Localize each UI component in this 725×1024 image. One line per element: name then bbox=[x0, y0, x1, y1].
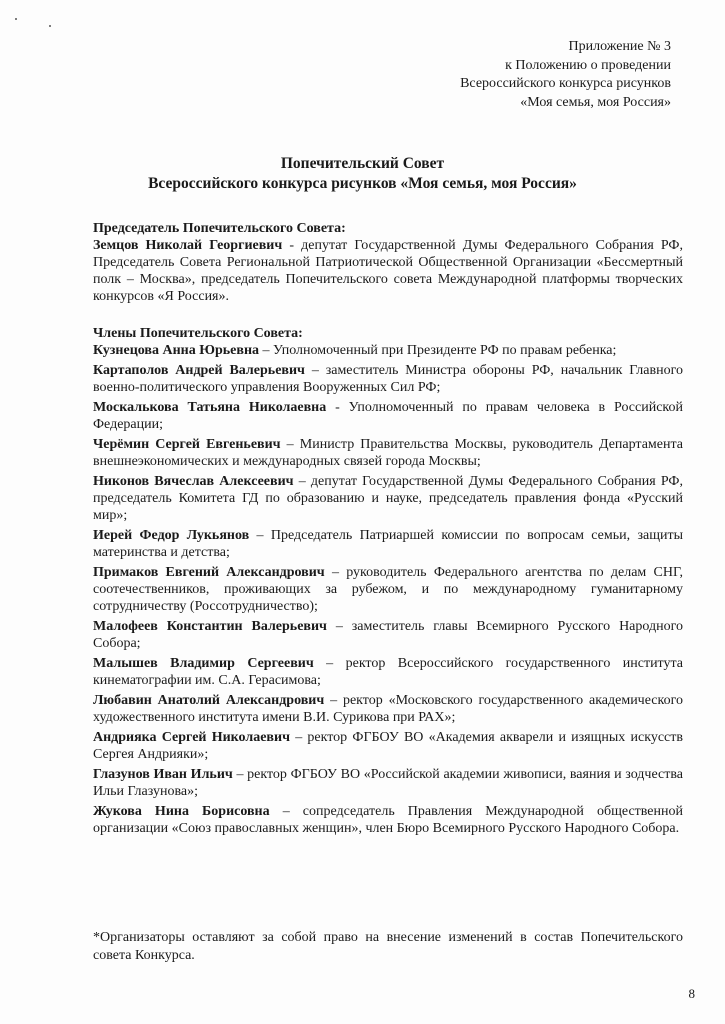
chairman-entry bbox=[93, 237, 683, 305]
person-name: Любавин Анатолий Александрович bbox=[93, 693, 325, 708]
person-name: Жукова Нина Борисовна bbox=[93, 804, 270, 819]
person-description: - депутат Государственной Думы Федерального Собрания РФ, Председатель Совета Региональной Патриотической Общественной Организации «Бессмертный полк – Москва», председатель Попечительского совета Международной платформы творческих конкурсов «Я Россия». bbox=[93, 238, 683, 304]
member-entry bbox=[93, 729, 683, 763]
person-name: Иерей Федор Лукьянов bbox=[93, 528, 250, 543]
person-description: – Председатель Патриаршей комиссии по вопросам семьи, защиты материнства и детства; bbox=[93, 528, 683, 560]
person-name: Малышев Владимир Сергеевич bbox=[93, 656, 314, 671]
member-entry bbox=[93, 803, 683, 837]
appendix-line: «Моя семья, моя Россия» bbox=[520, 94, 671, 110]
person-description: – заместитель главы Всемирного Русского Народного Собора; bbox=[93, 619, 683, 651]
member-entry bbox=[93, 655, 683, 689]
person-name: Примаков Евгений Александрович bbox=[93, 565, 325, 580]
member-entry bbox=[93, 766, 683, 800]
person-description: – ректор ФГБОУ ВО «Академия акварели и изящных искусств Сергея Андрияки»; bbox=[93, 730, 683, 762]
person-name: Земцов Николай Георгиевич bbox=[93, 238, 283, 253]
member-entry bbox=[93, 473, 683, 524]
person-name: Глазунов Иван Ильич bbox=[93, 767, 233, 782]
page-number: 8 bbox=[688, 986, 695, 1001]
scan-speck bbox=[15, 18, 17, 20]
person-name: Кузнецова Анна Юрьевна bbox=[93, 343, 260, 358]
person-description: – ректор Всероссийского государственного института кинематографии им. С.А. Герасимова; bbox=[93, 656, 683, 688]
member-entry bbox=[93, 692, 683, 726]
person-description: – депутат Государственной Думы Федерального Собрания РФ, председатель Комитета ГД по образованию и науке, председатель правления фонда «Русский мир»; bbox=[93, 474, 683, 523]
member-entry bbox=[93, 436, 683, 470]
person-name: Никонов Вячеслав Алексеевич bbox=[93, 474, 294, 489]
appendix-line: Всероссийского конкурса рисунков bbox=[460, 76, 671, 91]
person-name: Андрияка Сергей Николаевич bbox=[93, 730, 290, 745]
members-heading: Члены Попечительского Совета: bbox=[93, 326, 303, 341]
person-description: – Уполномоченный при Президенте РФ по правам ребенка; bbox=[259, 343, 617, 358]
member-entry bbox=[93, 618, 683, 652]
person-description: – ректор «Московского государственного академического художественного института имени В.И. Сурикова при РАХ»; bbox=[93, 693, 683, 725]
person-description: – заместитель Министра обороны РФ, начальник Главного военно-политического управления Вооруженных Сил РФ; bbox=[93, 363, 683, 395]
title-line: Попечительский Совет bbox=[280, 155, 445, 172]
member-entry bbox=[93, 362, 683, 396]
person-description: – Министр Правительства Москвы, руководитель Департамента внешнеэкономических и международных связей города Москвы; bbox=[93, 437, 684, 469]
document-body bbox=[93, 220, 683, 840]
person-name: Малофеев Константин Валерьевич bbox=[93, 619, 327, 634]
person-name: Картаполов Андрей Валерьевич bbox=[93, 363, 305, 378]
member-entry bbox=[93, 342, 683, 359]
member-entry bbox=[93, 399, 683, 433]
person-description: - Уполномоченный по правам человека в Российской Федерации; bbox=[93, 400, 683, 432]
appendix-line: Приложение № 3 bbox=[568, 39, 671, 54]
title-line: Всероссийского конкурса рисунков «Моя семья, моя Россия» bbox=[148, 175, 577, 192]
person-description: – руководитель Федерального агентства по делам СНГ, соотечественников, проживающих за рубежом, и по международному гуманитарному сотрудничеству (Россотрудничество); bbox=[93, 565, 683, 614]
appendix-header bbox=[460, 38, 671, 112]
scan-speck bbox=[49, 25, 51, 27]
person-description: – сопредседатель Правления Международной общественной организации «Союз православных женщин», член Бюро Всемирного Русского Народного Собора. bbox=[93, 804, 683, 836]
member-entry bbox=[93, 564, 683, 615]
person-name: Москалькова Татьяна Николаевна bbox=[93, 400, 327, 415]
appendix-line: к Положению о проведении bbox=[505, 57, 671, 73]
person-description: – ректор ФГБОУ ВО «Российской академии живописи, ваяния и зодчества Ильи Глазунова»; bbox=[93, 767, 683, 799]
document-title bbox=[0, 154, 725, 194]
member-entry bbox=[93, 527, 683, 561]
footnote: *Организаторы оставляют за собой право на внесение изменений в состав Попечительского совета Конкурса. bbox=[93, 930, 683, 963]
person-name: Черёмин Сергей Евгеньевич bbox=[93, 437, 281, 452]
chairman-heading: Председатель Попечительского Совета: bbox=[93, 221, 346, 236]
